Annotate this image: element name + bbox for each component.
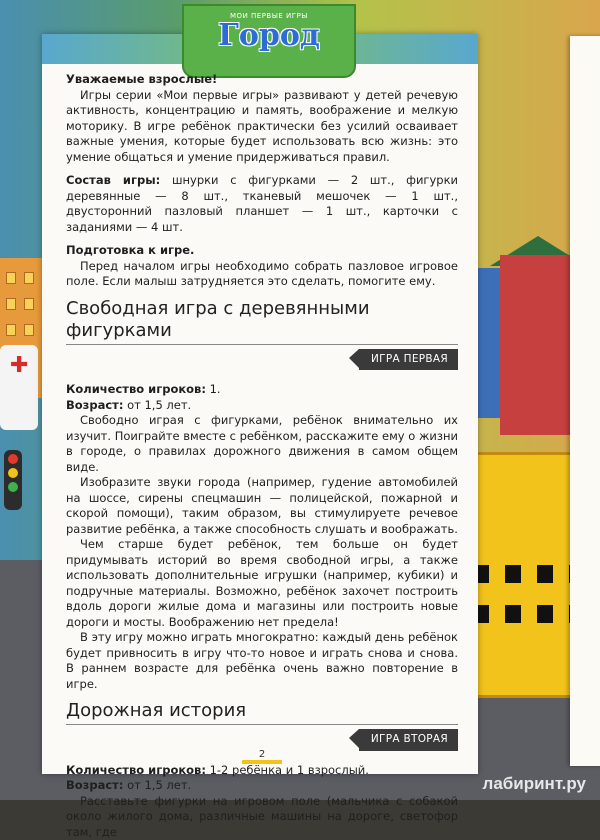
game1-players [66, 382, 458, 398]
game1-players-value: 1. [210, 382, 221, 396]
logo [182, 4, 356, 78]
game2-paragraph: Расставьте фигурки на игровом поле (мальчика с собакой около жилого дома, различные машины на дороге, светофор там, где [66, 794, 458, 840]
game1-age-value: от 1,5 лет. [127, 398, 191, 412]
intro-heading: Уважаемые взрослые! [66, 72, 458, 88]
game1-paragraph: Изобразите звуки города (например, гудение автомобилей на шоссе, сирены спецмашин — полицейской, пожарной и скорой помощи), таким образом, вы стимулируете речевое развитие ребёнка, а также способность слушать и воображать. [66, 475, 458, 537]
page-number: 2 [242, 749, 282, 764]
building-red-illustration [500, 255, 580, 435]
game1-title: Свободная игра с деревянными фигурками [66, 298, 458, 345]
ambulance-illustration: ✚ [0, 345, 38, 430]
game2-players-label: Количество игроков: [66, 763, 206, 777]
contents-text: шнурки с фигурками — 2 шт., фигурки деревянные — 8 шт., тканевый мешочек — 1 шт., двусторонний пазловый планшет — 1 шт., карточки с заданиями — 4 шт. [66, 173, 458, 234]
game1-paragraph: Чем старше будет ребёнок, тем больше он будет придумывать историй во время свободной игры, а также использовать дополнительные игрушки (например, кубики) и подручные материалы. Возможно, ребёнок захочет построить вдоль дороги жилые дома и магазины или построить новые дороги и мосты. Воображению нет предела! [66, 537, 458, 630]
game2-age-value: от 1,5 лет. [127, 778, 191, 792]
contents-label: Состав игры: [66, 173, 160, 187]
logo-title: Город [184, 18, 354, 53]
game1-tag: ИГРА ПЕРВАЯ [359, 349, 458, 371]
game2-players-value: 1-2 ребёнка и 1 взрослый. [210, 763, 369, 777]
intro-text: Игры серии «Мои первые игры» развивают у детей речевую активность, концентрацию и память, воображение и мелкую моторику. В игре ребёнок практически без усилий осваивает важные умения, которые будет использовать всю жизнь: это умение общаться и умение придерживаться правил. [66, 88, 458, 166]
logo-series: МОИ ПЕРВЫЕ ИГРЫ [184, 12, 354, 20]
game2-age-label: Возраст: [66, 778, 123, 792]
game1-paragraph: Свободно играя с фигурками, ребёнок внимательно их изучит. Поиграйте вместе с ребёнком, расскажите ему о жизни в городе, о правилах дорожного движения в самом общем виде. [66, 413, 458, 475]
game1-age-label: Возраст: [66, 398, 123, 412]
game2-players [66, 763, 458, 779]
game2-title: Дорожная история [66, 700, 458, 725]
game1-players-label: Количество игроков: [66, 382, 206, 396]
game2-tag: ИГРА ВТОРАЯ [359, 729, 458, 751]
watermark: лабиринт.ру [483, 774, 586, 794]
next-page-edge [570, 36, 600, 766]
prep-text: Перед началом игры необходимо собрать пазловое игровое поле. Если малыш затрудняется это сделать, помогите ему. [66, 259, 458, 290]
traffic-light-illustration [4, 450, 22, 510]
page-content [66, 72, 458, 840]
instruction-page [42, 34, 478, 774]
prep-label: Подготовка к игре. [66, 243, 458, 259]
contents-paragraph [66, 173, 458, 235]
game1-age [66, 398, 458, 414]
game2-age [66, 778, 458, 794]
game1-paragraph: В эту игру можно играть многократно: каждый день ребёнок будет привносить в игру что-то новое и играть снова и снова. В раннем возрасте для ребёнка очень важно повторение в игре. [66, 630, 458, 692]
